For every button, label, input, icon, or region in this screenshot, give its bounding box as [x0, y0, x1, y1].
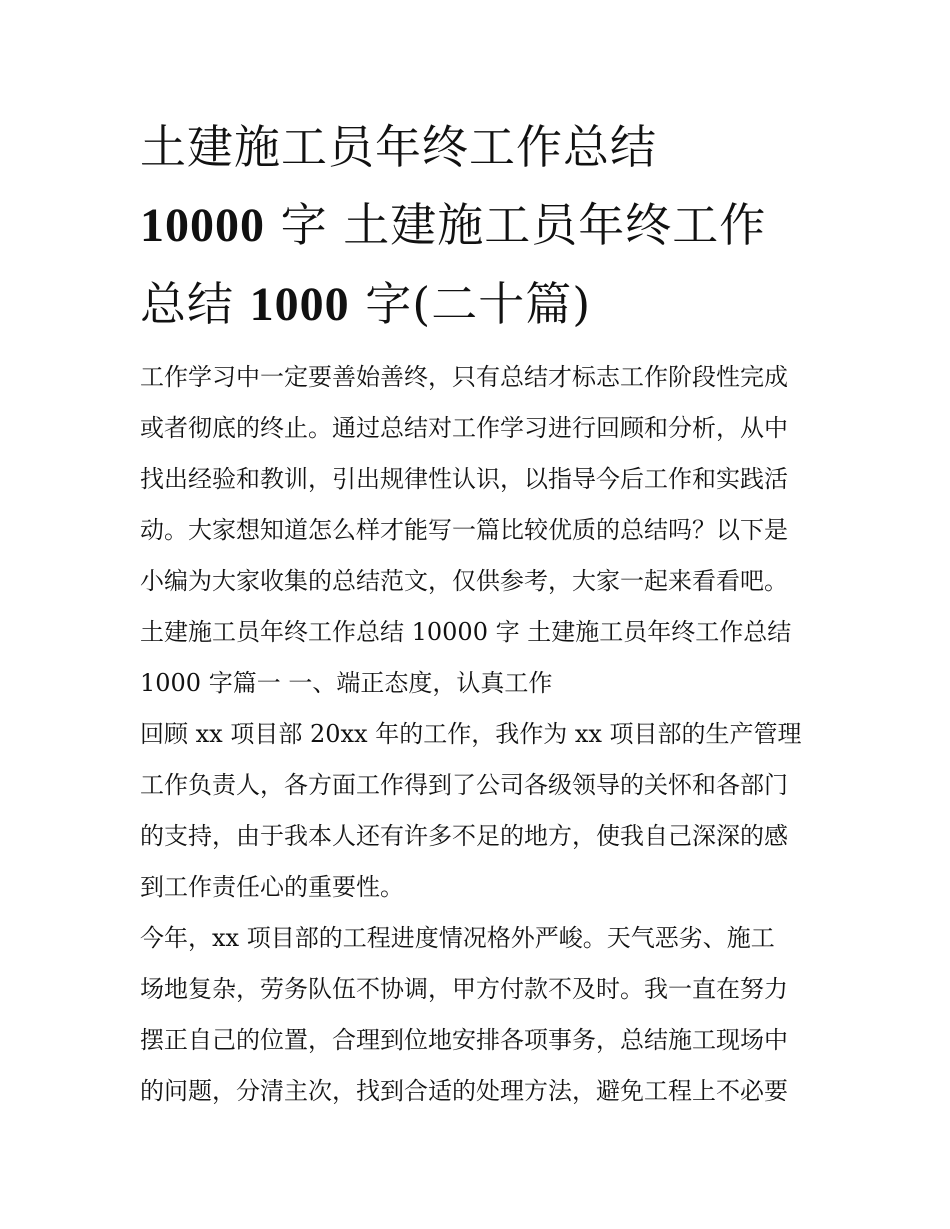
title-line [140, 186, 820, 265]
title-text: 字 土建施工员年终工作 [265, 198, 767, 252]
body-line: 的问题，分清主次，找到合适的处理方法，避免工程上不必要 [140, 1077, 788, 1105]
title-text: 总结 [140, 277, 250, 331]
body-line: 1000 字篇一 一、端正态度，认真工作 [140, 669, 553, 697]
body-line: 找出经验和教训，引出规律性认识，以指导今后工作和实践活 [140, 465, 788, 493]
body-line: 到工作责任心的重要性。 [140, 873, 404, 901]
body-line: 摆正自己的位置，合理到位地安排各项事务，总结施工现场中 [140, 1026, 788, 1054]
body-line: 今年，xx 项目部的工程进度情况格外严峻。天气恶劣、施工 [140, 924, 775, 952]
body-line: 工作学习中一定要善始善终，只有总结才标志工作阶段性完成 [140, 363, 788, 391]
document-title [140, 108, 820, 344]
body-line: 的支持，由于我本人还有许多不足的地方，使我自己深深的感 [140, 822, 788, 850]
title-number: 10000 [140, 199, 265, 252]
document-body [140, 352, 820, 1117]
body-line: 场地复杂，劳务队伍不协调，甲方付款不及时。我一直在努力 [140, 975, 788, 1003]
body-line: 或者彻底的终止。通过总结对工作学习进行回顾和分析，从中 [140, 414, 788, 442]
body-line: 动。大家想知道怎么样才能写一篇比较优质的总结吗？以下是 [140, 516, 788, 544]
body-line: 小编为大家收集的总结范文，仅供参考，大家一起来看看吧。 [140, 567, 788, 595]
title-text: 字(二十篇) [349, 277, 592, 331]
body-line: 工作负责人，各方面工作得到了公司各级领导的关怀和各部门 [140, 771, 788, 799]
title-line: 土建施工员年终工作总结 [140, 120, 657, 174]
title-line [140, 265, 820, 344]
body-line: 土建施工员年终工作总结 10000 字 土建施工员年终工作总结 [140, 618, 792, 646]
body-line: 回顾 xx 项目部 20xx 年的工作，我作为 xx 项目部的生产管理 [140, 720, 802, 748]
title-number: 1000 [249, 278, 350, 331]
document-page [140, 108, 820, 1117]
